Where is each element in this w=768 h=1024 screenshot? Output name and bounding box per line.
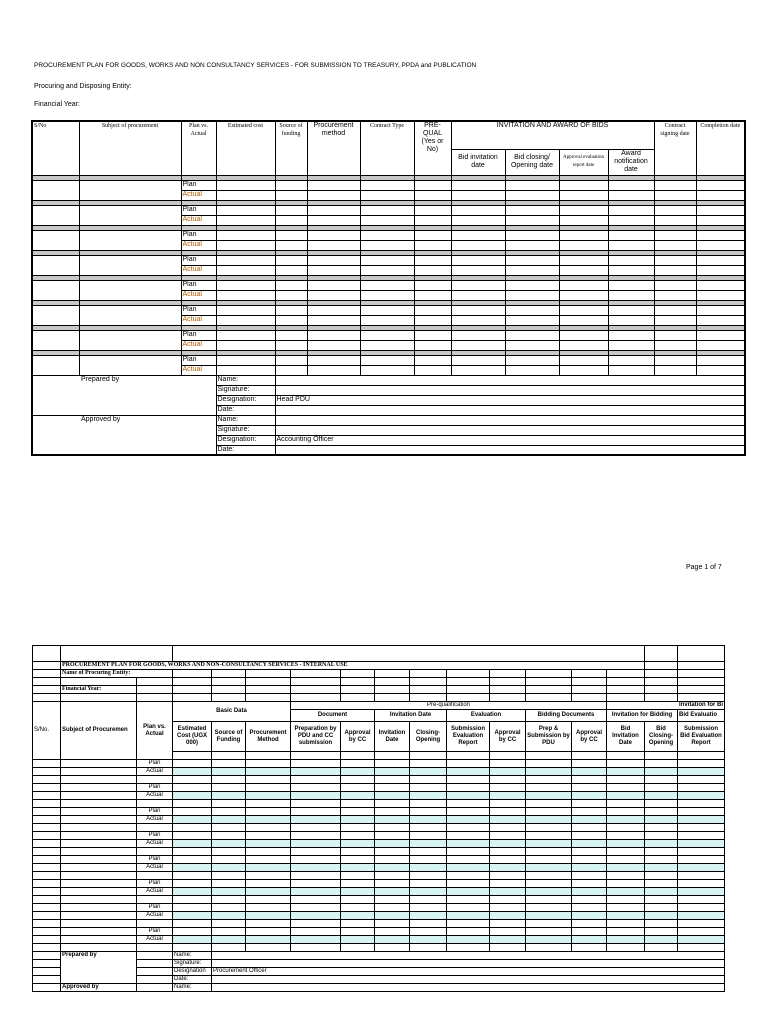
plan-label: Plan <box>137 904 173 912</box>
actual-row <box>33 840 725 848</box>
plan-row <box>32 255 745 265</box>
col2-approval-cc3: Approval by CC <box>572 722 607 752</box>
col2-sno: S/No. <box>33 702 61 760</box>
int-appr-name-value[interactable] <box>212 984 725 992</box>
spacer-row <box>33 776 725 784</box>
plan-row <box>33 784 725 792</box>
col-award: Award notification date <box>608 149 654 175</box>
plan-label: Plan <box>181 230 216 240</box>
int-prep-signature-label: Signature: <box>173 960 212 968</box>
col2-bidding-documents: Bidding Documents <box>526 710 607 722</box>
col2-subject: Subject of Procuremen <box>61 702 137 760</box>
plan-row <box>33 832 725 840</box>
plan-label: Plan <box>137 760 173 768</box>
actual-row <box>33 936 725 944</box>
int-prep-signature-value[interactable] <box>212 960 725 968</box>
approved-by-label: Approved by <box>32 415 216 455</box>
col2-prequalification: Pre-qualification <box>291 702 607 710</box>
actual-label: Actual <box>181 290 216 300</box>
internal-header <box>33 646 725 760</box>
plan-row <box>32 280 745 290</box>
actual-label: Actual <box>137 912 173 920</box>
col-plan-actual: Plan vs. Actual <box>181 121 216 175</box>
col-bid-invitation: Bid invitation date <box>451 149 505 175</box>
actual-label: Actual <box>181 190 216 200</box>
actual-label: Actual <box>137 840 173 848</box>
plan-row <box>32 180 745 190</box>
int-prep-name-value[interactable] <box>212 952 725 960</box>
col2-source: Source of Funding <box>212 722 246 752</box>
actual-row <box>33 864 725 872</box>
entity-label: Procuring and Disposing Entity: <box>34 83 132 90</box>
col2-prep-pdu: Preparation by PDU and CC submission <box>291 722 341 752</box>
prep-designation-label: Designation: <box>216 395 275 405</box>
plan-label: Plan <box>137 928 173 936</box>
plan-row <box>33 856 725 864</box>
plan-label: Plan <box>181 330 216 340</box>
prep-signature-value[interactable] <box>275 385 745 395</box>
spacer-row <box>33 944 725 952</box>
col2-est-cost: Estimated Cost (UGX 000) <box>173 722 212 752</box>
int-prep-designation-label: Designation <box>173 968 212 976</box>
plan-row <box>33 880 725 888</box>
col2-plan-actual: Plan vs. Actual <box>137 702 173 760</box>
col-prequal: PRE-QUAL (Yes or No) <box>414 121 451 175</box>
prep-date-label: Date: <box>216 405 275 415</box>
col2-prep-sub: Prep & Submission by PDU <box>526 722 572 752</box>
col2-closing: Closing-Opening <box>410 722 447 752</box>
col-completion: Completion date <box>696 121 745 175</box>
int-prep-designation-value[interactable]: Procurement Officer <box>212 968 725 976</box>
col-est-cost: Estimated cost <box>216 121 275 175</box>
actual-label: Actual <box>137 792 173 800</box>
int-prep-date-value[interactable] <box>212 976 725 984</box>
plan-label: Plan <box>181 255 216 265</box>
internal-title: PROCUREMENT PLAN FOR GOODS, WORKS AND NON-CONSULTANCY SERVICES - INTERNAL USE <box>61 662 645 670</box>
spacer-row <box>33 800 725 808</box>
prep-name-label: Name: <box>216 375 275 385</box>
actual-label: Actual <box>137 864 173 872</box>
plan-title: PROCUREMENT PLAN FOR GOODS, WORKS AND NON CONSULTANCY SERVICES - FOR SUBMISSION TO TREASURY, PPDA and PUBLICATION <box>34 62 477 69</box>
appr-date-value[interactable] <box>275 445 745 455</box>
actual-row <box>33 768 725 776</box>
col-source: Source of funding <box>275 121 307 175</box>
internal-plan-table <box>32 645 725 992</box>
col-signing: Contract signing date <box>654 121 696 175</box>
plan-row <box>32 205 745 215</box>
col-invitation-group: INVITATION AND AWARD OF BIDS <box>451 121 654 149</box>
plan-row <box>32 230 745 240</box>
spacer-row <box>33 920 725 928</box>
prep-designation-value[interactable]: Head PDU <box>275 395 745 405</box>
col2-invitation-for-bidding: Invitation for Bidding <box>607 710 678 722</box>
internal-approved-by-label: Approved by <box>61 984 137 992</box>
plan-label: Plan <box>181 280 216 290</box>
actual-label: Actual <box>181 265 216 275</box>
appr-name-label: Name: <box>216 415 275 425</box>
procurement-plan-table <box>31 120 746 456</box>
col2-approval-cc: Approval by CC <box>341 722 375 752</box>
col2-inv-date: Invitation Date <box>375 722 410 752</box>
int-prep-date-label: Date: <box>173 976 212 984</box>
actual-label: Actual <box>181 215 216 225</box>
appr-name-value[interactable] <box>275 415 745 425</box>
col2-bid-inv: Bid Invitation Date <box>607 722 645 752</box>
plan-row <box>33 928 725 936</box>
plan-row <box>33 808 725 816</box>
plan-label: Plan <box>181 205 216 215</box>
plan-row <box>32 330 745 340</box>
internal-entity-label: Name of Procuring Entity: <box>61 670 173 678</box>
internal-year-label: Financial Year: <box>61 686 137 694</box>
plan-row <box>33 760 725 768</box>
prepared-by-label: Prepared by <box>32 375 216 415</box>
plan-label: Plan <box>181 355 216 365</box>
page-number: Page 1 of 7 <box>686 564 722 571</box>
plan-label: Plan <box>137 784 173 792</box>
col-sno: S/No <box>32 121 79 175</box>
actual-row <box>33 816 725 824</box>
actual-label: Actual <box>137 888 173 896</box>
actual-label: Actual <box>137 816 173 824</box>
appr-date-label: Date: <box>216 445 275 455</box>
spacer-row <box>33 824 725 832</box>
col-method: Procurement method <box>307 121 360 175</box>
actual-row <box>33 888 725 896</box>
plan-row <box>32 355 745 365</box>
plan-label: Plan <box>137 880 173 888</box>
plan-row <box>33 904 725 912</box>
col2-method: Procurement Method <box>246 722 291 752</box>
col2-invitation-for-bi: Invitation for Bi <box>607 702 725 710</box>
prep-name-value[interactable] <box>275 375 745 385</box>
internal-plan-rows <box>33 760 725 952</box>
col-contract-type: Contract Type <box>360 121 414 175</box>
financial-year-label: Financial Year: <box>34 101 80 108</box>
actual-label: Actual <box>181 365 216 375</box>
appr-designation-value[interactable]: Accounting Officer <box>275 435 745 445</box>
plan-label: Plan <box>137 856 173 864</box>
plan-label: Plan <box>137 808 173 816</box>
col2-evaluation: Evaluation <box>447 710 526 722</box>
actual-row <box>33 792 725 800</box>
prep-date-value[interactable] <box>275 405 745 415</box>
col2-invitation-date: Invitation Date <box>375 710 447 722</box>
plan-rows <box>32 175 745 375</box>
spacer-row <box>33 896 725 904</box>
plan-label: Plan <box>181 180 216 190</box>
actual-row <box>33 912 725 920</box>
plan-row <box>32 305 745 315</box>
spacer-row <box>33 848 725 856</box>
internal-signoff <box>33 952 725 992</box>
col2-bid-evaluatio: Bid Evaluatio <box>678 710 725 722</box>
col2-basic-data: Basic Data <box>173 702 291 722</box>
col2-bid-closing: Bid Closing-Opening <box>645 722 678 752</box>
plan-label: Plan <box>137 832 173 840</box>
col2-approval-cc2: Approval by CC <box>490 722 526 752</box>
int-appr-name-label: Name: <box>173 984 212 992</box>
plan-label: Plan <box>181 305 216 315</box>
col2-sub-bid-eval: Submission Bid Evaluation Report <box>678 722 725 752</box>
actual-label: Actual <box>137 936 173 944</box>
col-bid-closing: Bid closing/ Opening date <box>505 149 559 175</box>
col-subject: Subject of procurement <box>79 121 181 175</box>
int-prep-name-label: Name: <box>173 952 212 960</box>
appr-signature-value[interactable] <box>275 425 745 435</box>
prep-signature-label: Signature: <box>216 385 275 395</box>
actual-label: Actual <box>137 768 173 776</box>
appr-signature-label: Signature: <box>216 425 275 435</box>
actual-label: Actual <box>181 240 216 250</box>
actual-label: Actual <box>181 315 216 325</box>
actual-label: Actual <box>181 340 216 350</box>
appr-designation-label: Designation: <box>216 435 275 445</box>
col2-sub-eval: Submission Evaluation Report <box>447 722 490 752</box>
spacer-row <box>33 872 725 880</box>
internal-prepared-by-label: Prepared by <box>61 952 137 984</box>
col2-document: Document <box>291 710 375 722</box>
col-approval-eval: Approval evaluation report date <box>559 149 608 175</box>
